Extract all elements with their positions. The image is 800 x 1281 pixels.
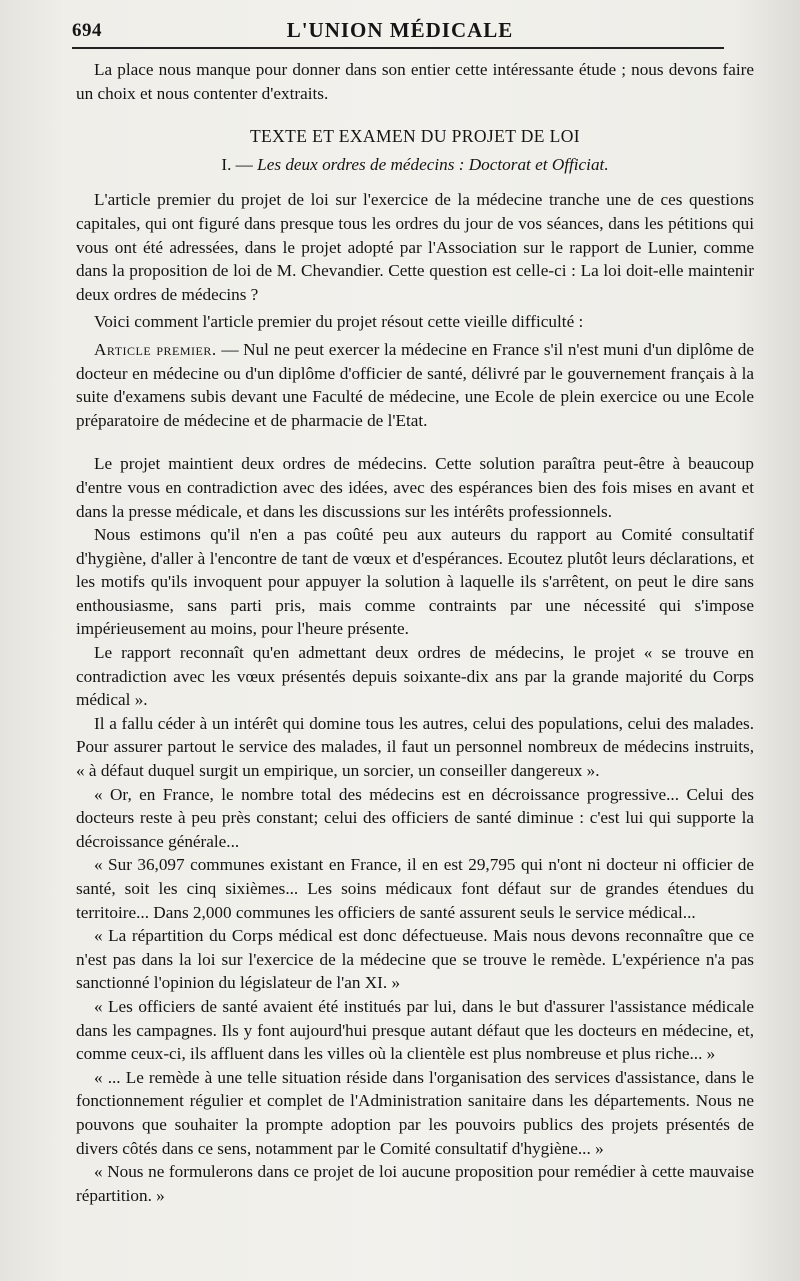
paragraph: Nous estimons qu'il n'en a pas coûté peu aux auteurs du rapport au Comité consultatif d'hygiène, d'aller à l'encontre de tant de vœux et d'espérances. Ecoutez plutôt leurs déclarations, et les motifs qu'ils invoquent pour appuyer la solution à laquelle ils s'arrêtent, on peut le dire sans enthousiasme, sans parti pris, mais comme contraints par une nécessité qui s'impose impérieusement au moins, pour l'heure présente.: [76, 525, 754, 639]
intro-paragraph: La place nous manque pour donner dans son entier cette intéressante étude ; nous devons faire un choix et nous contenter d'extraits.: [76, 60, 754, 103]
quotation-paragraph: « La répartition du Corps médical est donc défectueuse. Mais nous devons reconnaître que ce n'est pas dans la loi sur l'exercice de la médecine que se trouve le remède. L'expérience n'a pas sanctionné l'opinion du législateur de l'an XI. »: [76, 926, 754, 993]
subsection-title: [76, 153, 754, 177]
quotation-paragraph: « Or, en France, le nombre total des médecins est en décroissance progressive... Celui des docteurs reste à peu près constant; celui des officiers de santé diminue : c'est lui qui supporte la décroissance générale...: [76, 784, 754, 851]
quotation-paragraph: « Les officiers de santé avaient été institués par lui, dans le but d'assurer l'assistance médicale dans les campagnes. Ils y font aujourd'hui presque autant défaut que les docteurs en médecine, et, comme ceux-ci, ils affluent dans les villes où la clientèle est plus nombreuse et plus riche... »: [76, 996, 754, 1064]
section-title: TEXTE ET EXAMEN DU PROJET DE LOI: [249, 126, 581, 147]
article-dash: —: [216, 339, 244, 359]
article-label: Article premier.: [94, 339, 217, 359]
article-text: Nul ne peut exercer la médecine en France s'il n'est muni d'un diplôme de docteur en médecine ou d'un diplôme d'officier de santé, délivré par le gouvernement français à la suite d'examens subis devant une Faculté de médecine, une Ecole de plein exercice ou une Ecole préparatoire de médecine et de pharmacie de l'Etat.: [76, 339, 755, 430]
page-number: 694: [72, 20, 102, 41]
quotation-paragraph: « ... Le remède à une telle situation réside dans l'organisation des services d'assistance, dans le fonctionnement régulier et complet de l'Administration sanitaire dans les départements. Nous ne pouvons que souhaiter la prompte adoption par les pouvoirs publics des projets présentés de divers côtés dans ce sens, notamment par le Comité consultatif d'hygiène... »: [76, 1067, 754, 1158]
paragraph: Le rapport reconnaît qu'en admettant deux ordres de médecins, le projet « se trouve en contradiction avec les vœux présentés depuis soixante-dix ans par la grande majorité du Corps médical ».: [76, 643, 754, 710]
paragraph: L'article premier du projet de loi sur l'exercice de la médecine tranche une de ces questions capitales, qui ont figuré dans presque tous les ordres du jour de vos séances, dans les pétitions qui vous ont été adressées, dans le projet adopté par l'Association sur le rapport de Lunier, comme dans la proposition de loi de M. Chevandier. Cette question est celle-ci : La loi doit-elle maintenir deux ordres de médecins ?: [76, 190, 754, 304]
paragraph: Voici comment l'article premier du projet résout cette vieille difficulté :: [94, 312, 584, 332]
article-body: [76, 58, 754, 1207]
header-rule: [72, 47, 724, 49]
article-premier: [76, 338, 754, 432]
subsection-number: I. —: [221, 154, 253, 174]
running-title: L'UNION MÉDICALE: [286, 18, 514, 42]
paragraph: Le projet maintient deux ordres de médecins. Cette solution paraîtra peut-être à beaucoup d'entre vous en contradiction avec des idées, avec des espérances bien des fois mises en avant et dans la presse médicale, et dans les discussions sur les intérêts professionnels.: [76, 454, 754, 521]
quotation-paragraph: « Sur 36,097 communes existant en France, il en est 29,795 qui n'ont ni docteur ni officier de santé, soit les cinq sixièmes... Les soins médicaux font défaut sur de grandes étendues du territoire... Dans 2,000 communes les officiers de santé assurent seuls le service médical...: [76, 855, 754, 922]
quotation-paragraph: « Nous ne formulerons dans ce projet de loi aucune proposition pour remédier à cette mauvaise répartition. »: [76, 1162, 754, 1205]
subsection-heading: Les deux ordres de médecins : Doctorat et Officiat.: [257, 154, 609, 174]
paragraph: Il a fallu céder à un intérêt qui domine tous les autres, celui des populations, celui des malades. Pour assurer partout le service des malades, il faut un personnel nombreux de médecins instruits, « à défaut duquel surgit un empirique, un sorcier, un conseiller dangereux ».: [76, 713, 754, 781]
page-header: [72, 10, 728, 50]
